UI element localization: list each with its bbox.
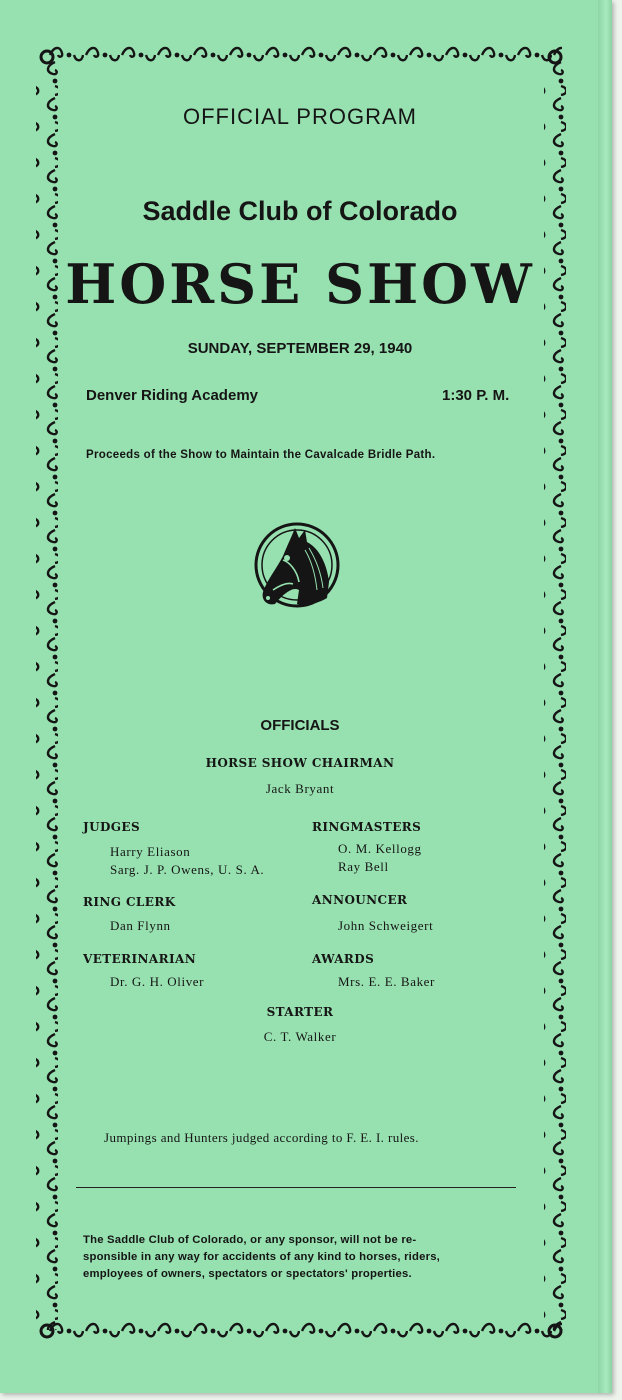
ring-clerk-name: Dan Flynn (110, 918, 171, 933)
event-time: 1:30 P. M. (442, 387, 510, 404)
disclaimer-line: The Saddle Club of Colorado, or any sponsor, will not be re- (83, 1234, 417, 1246)
event-venue: Denver Riding Academy (86, 387, 258, 404)
awards-label: AWARDS (312, 952, 375, 966)
chairman-name: Jack Bryant (265, 781, 335, 796)
veterinarian-label: VETERINARIAN (83, 952, 197, 966)
official-program-label: OFFICIAL PROGRAM (183, 104, 417, 129)
disclaimer-line: employees of owners, spectators or spectators' properties. (83, 1268, 412, 1280)
awards-name: Mrs. E. E. Baker (338, 974, 435, 989)
announcer-label: ANNOUNCER (312, 893, 408, 907)
announcer-name: John Schweigert (338, 918, 434, 933)
club-name: Saddle Club of Colorado (142, 196, 458, 226)
proceeds-note: Proceeds of the Show to Maintain the Cavalcade Bridle Path. (86, 449, 436, 461)
judges-label: JUDGES (83, 820, 141, 834)
divider-rule (76, 1187, 516, 1188)
starter-name: C. T. Walker (263, 1029, 337, 1044)
disclaimer-line: sponsible in any way for accidents of any kind to horses, riders, (83, 1251, 441, 1263)
starter-label: STARTER (266, 1005, 334, 1019)
ringmaster-name: Ray Bell (338, 859, 389, 874)
ringmaster-name: O. M. Kellogg (338, 841, 422, 856)
rules-note: Jumpings and Hunters judged according to F. E. I. rules. (104, 1130, 419, 1145)
judge-name: Harry Eliason (110, 844, 191, 859)
judge-name: Sarg. J. P. Owens, U. S. A. (110, 862, 265, 877)
event-title: HORSE SHOW (65, 252, 535, 316)
horse-head-emblem-icon (253, 520, 341, 610)
border-top (48, 46, 562, 68)
border-bottom (48, 1320, 562, 1342)
disclaimer (83, 1232, 523, 1283)
event-date: SUNDAY, SEPTEMBER 29, 1940 (187, 340, 413, 357)
border-right (544, 60, 566, 1330)
border-left (36, 60, 58, 1330)
officials-heading: OFFICIALS (260, 717, 340, 734)
ring-clerk-label: RING CLERK (83, 895, 176, 909)
ringmasters-label: RINGMASTERS (312, 820, 422, 834)
veterinarian-name: Dr. G. H. Oliver (110, 974, 205, 989)
chairman-label: HORSE SHOW CHAIRMAN (205, 756, 395, 770)
